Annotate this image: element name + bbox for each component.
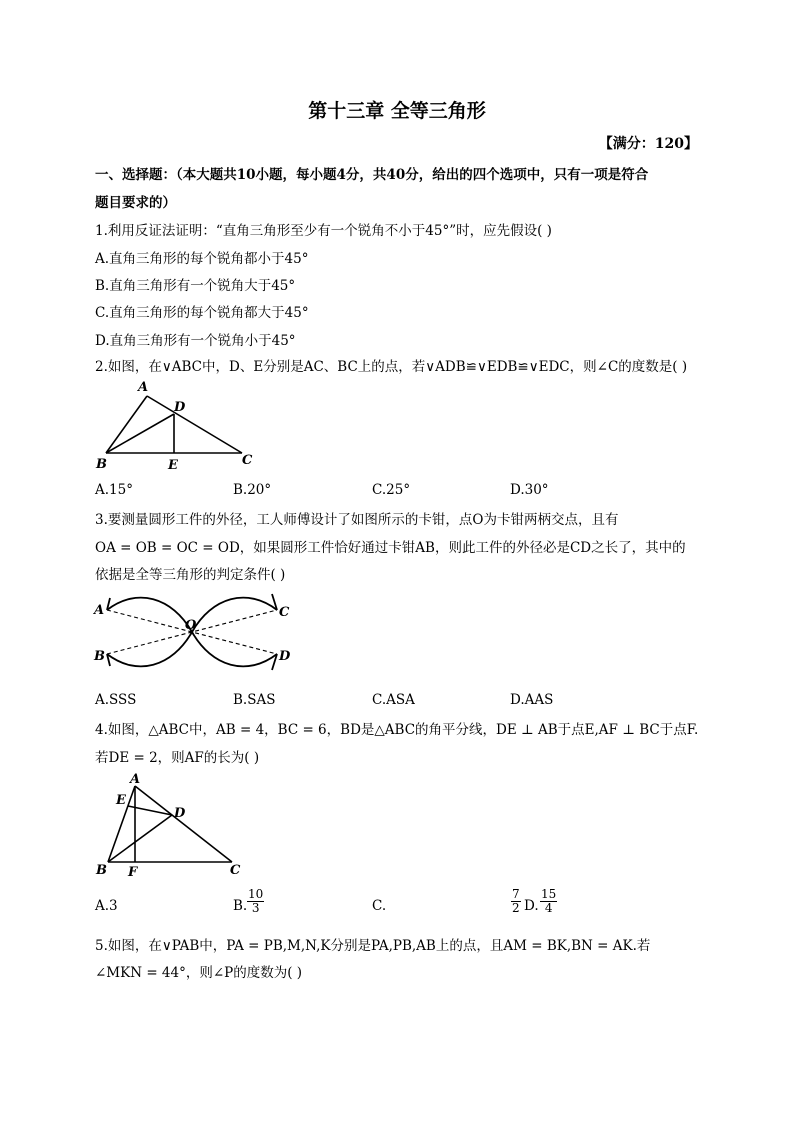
q4-option-c-numerator: 7 [512, 887, 520, 901]
q4-option-d-prefix: D. [524, 898, 539, 914]
section-heading-line2: 题目要求的） [95, 195, 176, 211]
q4-option-b-fraction [247, 888, 264, 915]
q2-side-ab [106, 396, 147, 453]
q2-triangle-figure [92, 376, 262, 472]
q4-label-f: F [128, 865, 138, 880]
q5-stem-line1: 5.如图，在∨PAB中，PA = PB,M,N,K分别是PA,PB,AB上的点，且AM = BK,BN = AK.若 [95, 938, 651, 954]
q2-label-b: B [96, 457, 107, 472]
q4-side-ac [135, 786, 232, 862]
q4-label-a: A [130, 772, 141, 787]
q5-stem-line2: ∠MKN = 44°，则∠P的度数为( ) [95, 965, 303, 981]
q3-stem-line1: 3.要测量圆形工件的外径，工人师傅设计了如图所示的卡钳，点O为卡钳两柄交点，且有 [95, 512, 619, 528]
q3-label-b: B [94, 649, 105, 664]
section-heading-line1: 一、选择题：（本大题共10小题，每小题4分，共40分，给出的四个选项中，只有一项是符合 [95, 167, 649, 183]
q4-triangle-figure [92, 770, 252, 880]
q4-option-c-prefix: C. [372, 898, 387, 914]
q2-option-a: A.15° [95, 482, 133, 498]
q3-label-c: C [279, 605, 290, 620]
q3-stem-line2: OA = OB = OC = OD，如果圆形工件恰好通过卡钳AB，则此工件的外径必是CD之长了，其中的 [95, 540, 686, 556]
q2-option-c: C.25° [372, 482, 411, 498]
q1-stem: 1.利用反证法证明：“直角三角形至少有一个锐角不小于45°”时，应先假设( ) [95, 223, 552, 239]
q4-option-d-fraction [540, 888, 557, 915]
q3-label-d: D [279, 649, 291, 664]
q3-label-a: A [94, 603, 105, 618]
q1-option-c: C.直角三角形的每个锐角都大于45° [95, 305, 309, 321]
q4-label-d: D [174, 806, 186, 821]
q4-stem-line1: 4.如图，△ABC中，AB = 4，BC = 6，BD是△ABC的角平分线，DE ⊥ AB于点E,AF ⊥ BC于点F. [95, 722, 699, 738]
q4-option-b-numerator: 10 [248, 887, 264, 901]
q3-option-b: B.SAS [233, 692, 276, 708]
q4-option-c-denominator: 2 [512, 901, 520, 915]
q2-stem: 2.如图，在∨ABC中，D、E分别是AC、BC上的点，若∨ADB≌∨EDB≌∨EDC，则∠C的度数是( ) [95, 359, 688, 375]
q4-stem-line2: 若DE = 2，则AF的长为( ) [95, 750, 260, 766]
q2-label-d: D [174, 400, 186, 415]
q4-option-a: A.3 [95, 898, 118, 914]
q2-option-b: B.20° [233, 482, 272, 498]
page-title: 第十三章 全等三角形 [308, 100, 486, 122]
q3-label-o: O [185, 618, 197, 633]
q1-option-b: B.直角三角形有一个锐角大于45° [95, 278, 296, 294]
q3-stem-line3: 依据是全等三角形的判定条件( ) [95, 567, 286, 583]
q4-option-b-prefix: B. [233, 898, 248, 914]
q3-caliper-figure [92, 582, 302, 682]
q4-segment-bd [108, 815, 172, 862]
q3-option-c: C.ASA [372, 692, 415, 708]
q3-option-a: A.SSS [95, 692, 137, 708]
q2-label-e: E [168, 458, 178, 472]
full-score: 【满分：120】 [598, 136, 698, 152]
q2-option-d: D.30° [510, 482, 549, 498]
q4-option-b-denominator: 3 [251, 901, 260, 915]
q1-option-d: D.直角三角形有一个锐角小于45° [95, 333, 296, 349]
q2-side-ac [147, 396, 242, 453]
q2-segment-bd [106, 414, 174, 453]
q4-label-c: C [230, 863, 241, 878]
q4-label-b: B [96, 863, 107, 878]
q4-option-d-denominator: 4 [544, 901, 553, 915]
q1-option-a: A.直角三角形的每个锐角都小于45° [95, 251, 309, 267]
q4-option-d-numerator: 15 [541, 887, 557, 901]
q2-label-a: A [138, 380, 149, 395]
q3-option-d: D.AAS [510, 692, 554, 708]
q4-option-c-fraction [511, 888, 521, 915]
q2-label-c: C [242, 453, 253, 468]
q4-label-e: E [116, 793, 126, 808]
